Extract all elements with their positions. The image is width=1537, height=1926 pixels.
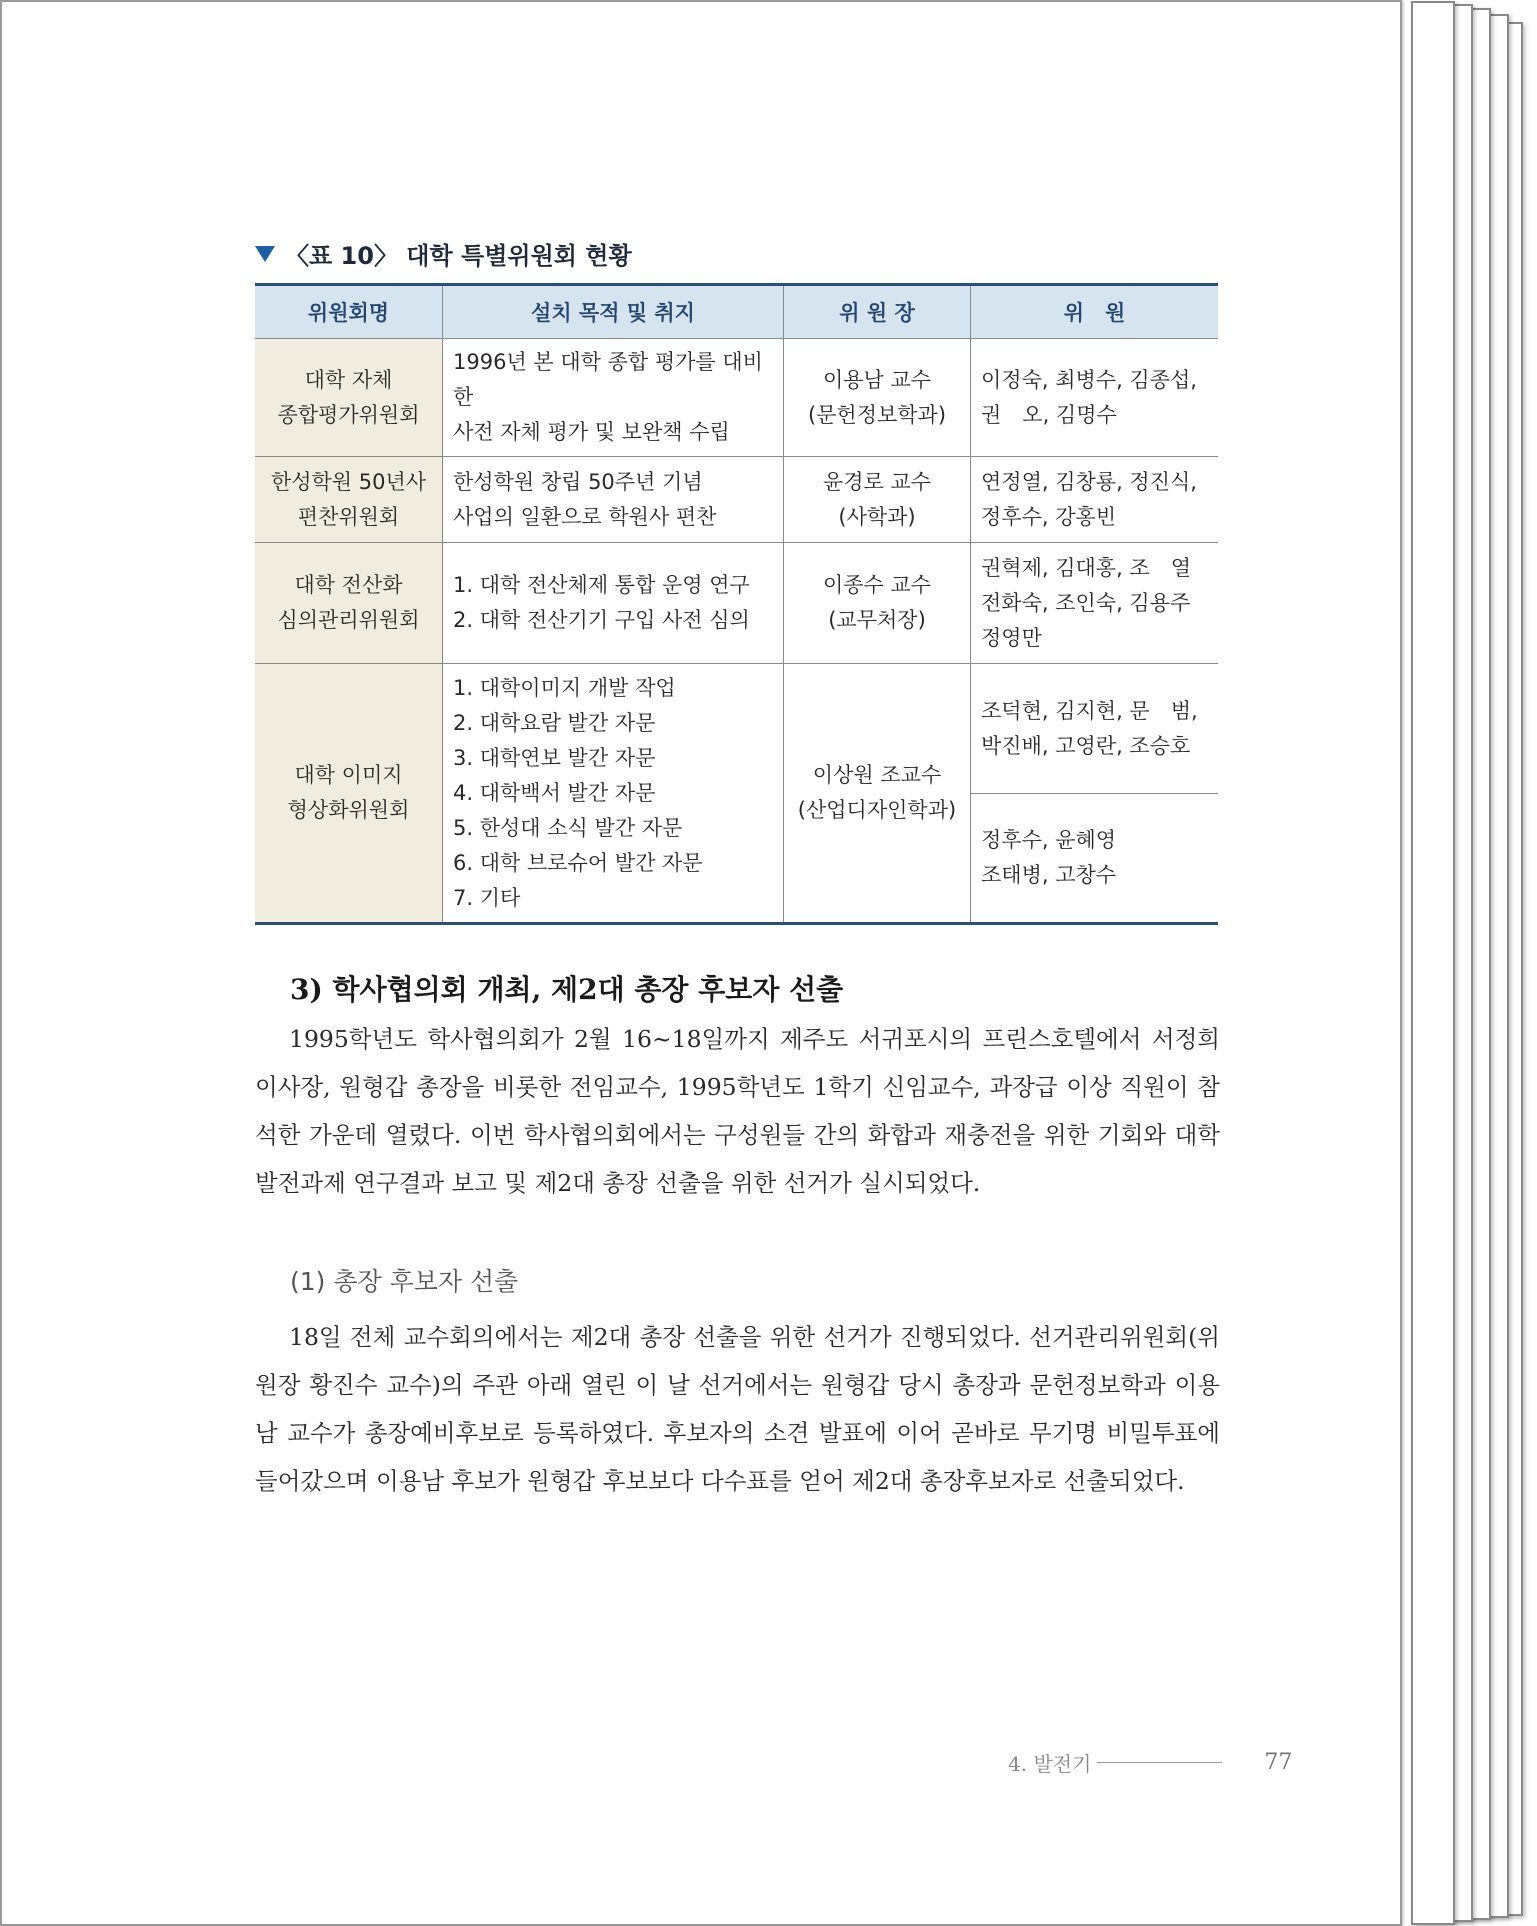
table-row <box>255 664 1218 794</box>
header-committee-name: 위원회명 <box>255 285 443 339</box>
table-caption-text: 〈표 10〉 대학 특별위원회 현황 <box>285 242 632 270</box>
chair-cell: 이종수 교수 (교무처장) <box>784 543 971 664</box>
chair-cell: 윤경로 교수 (사학과) <box>784 457 971 543</box>
committee-name-cell: 대학 자체 종합평가위원회 <box>255 339 443 457</box>
table-caption <box>255 236 632 271</box>
members-cell: 정후수, 윤혜영 조태병, 고창수 <box>971 794 1219 924</box>
committee-name-cell: 대학 이미지 형상화위원회 <box>255 664 443 924</box>
committee-name-cell: 한성학원 50년사 편찬위원회 <box>255 457 443 543</box>
table-header-row <box>255 285 1218 339</box>
members-cell: 이정숙, 최병수, 김종섭, 권 오, 김명수 <box>971 339 1219 457</box>
page-footer <box>1008 1748 1292 1777</box>
members-cell: 권혁제, 김대홍, 조 열 전화숙, 조인숙, 김용주 정영만 <box>971 543 1219 664</box>
table-row <box>255 457 1218 543</box>
purpose-cell: 1. 대학 전산체제 통합 운영 연구 2. 대학 전산기기 구입 사전 심의 <box>443 543 784 664</box>
committee-name-cell: 대학 전산화 심의관리위원회 <box>255 543 443 664</box>
header-chair: 위 원 장 <box>784 285 971 339</box>
page-stack-edges <box>1417 0 1537 1926</box>
members-cell: 연정열, 김창룡, 정진식, 정후수, 강홍빈 <box>971 457 1219 543</box>
paragraph-1: 1995학년도 학사협의회가 2월 16~18일까지 제주도 서귀포시의 프린스호텔에서 서정희 이사장, 원형갑 총장을 비롯한 전임교수, 1995학년도 1학기 신임교수, 과장급 이상 직원이 참석한 가운데 열렸다. 이번 학사협의회에서는 구성원들 간의 화합과 재충전을 위한 기회와 대학 발전과제 연구결과 보고 및 제2대 총장 선출을 위한 선거가 실시되었다. <box>255 1025 1220 1197</box>
chair-cell: 이상원 조교수 (산업디자인학과) <box>784 664 971 924</box>
header-members: 위 원 <box>971 285 1219 339</box>
footer-rule <box>1097 1762 1222 1763</box>
chair-cell: 이용남 교수 (문헌정보학과) <box>784 339 971 457</box>
paragraph-2: 18일 전체 교수회의에서는 제2대 총장 선출을 위한 선거가 진행되었다. 선거관리위원회(위원장 황진수 교수)의 주관 아래 열린 이 날 선거에서는 원형갑 당시 총장과 문헌정보학과 이용남 교수가 총장예비후보로 등록하였다. 후보자의 소견 발표에 이어 곧바로 무기명 비밀투표에 들어갔으며 이용남 후보가 원형갑 후보보다 다수표를 얻어 제2대 총장후보자로 선출되었다. <box>255 1323 1220 1495</box>
section-heading: 3) 학사협의회 개최, 제2대 총장 후보자 선출 <box>290 973 844 1006</box>
triangle-down-icon <box>255 246 275 262</box>
committee-table <box>255 283 1218 925</box>
purpose-cell: 한성학원 창립 50주년 기념 사업의 일환으로 학원사 편찬 <box>443 457 784 543</box>
purpose-cell: 1996년 본 대학 종합 평가를 대비한 사전 자체 평가 및 보완책 수립 <box>443 339 784 457</box>
members-cell: 조덕현, 김지현, 문 범, 박진배, 고영란, 조승호 <box>971 664 1219 794</box>
subsection-heading: (1) 총장 후보자 선출 <box>290 1267 519 1296</box>
page-number: 77 <box>1264 1750 1293 1775</box>
header-purpose: 설치 목적 및 취지 <box>443 285 784 339</box>
table-row <box>255 339 1218 457</box>
purpose-cell: 1. 대학이미지 개발 작업 2. 대학요람 발간 자문 3. 대학연보 발간 자문 4. 대학백서 발간 자문 5. 한성대 소식 발간 자문 6. 대학 브로슈어 발간 자문 7. 기타 <box>443 664 784 924</box>
table-row <box>255 543 1218 664</box>
chapter-label: 4. 발전기 <box>1008 1752 1092 1776</box>
